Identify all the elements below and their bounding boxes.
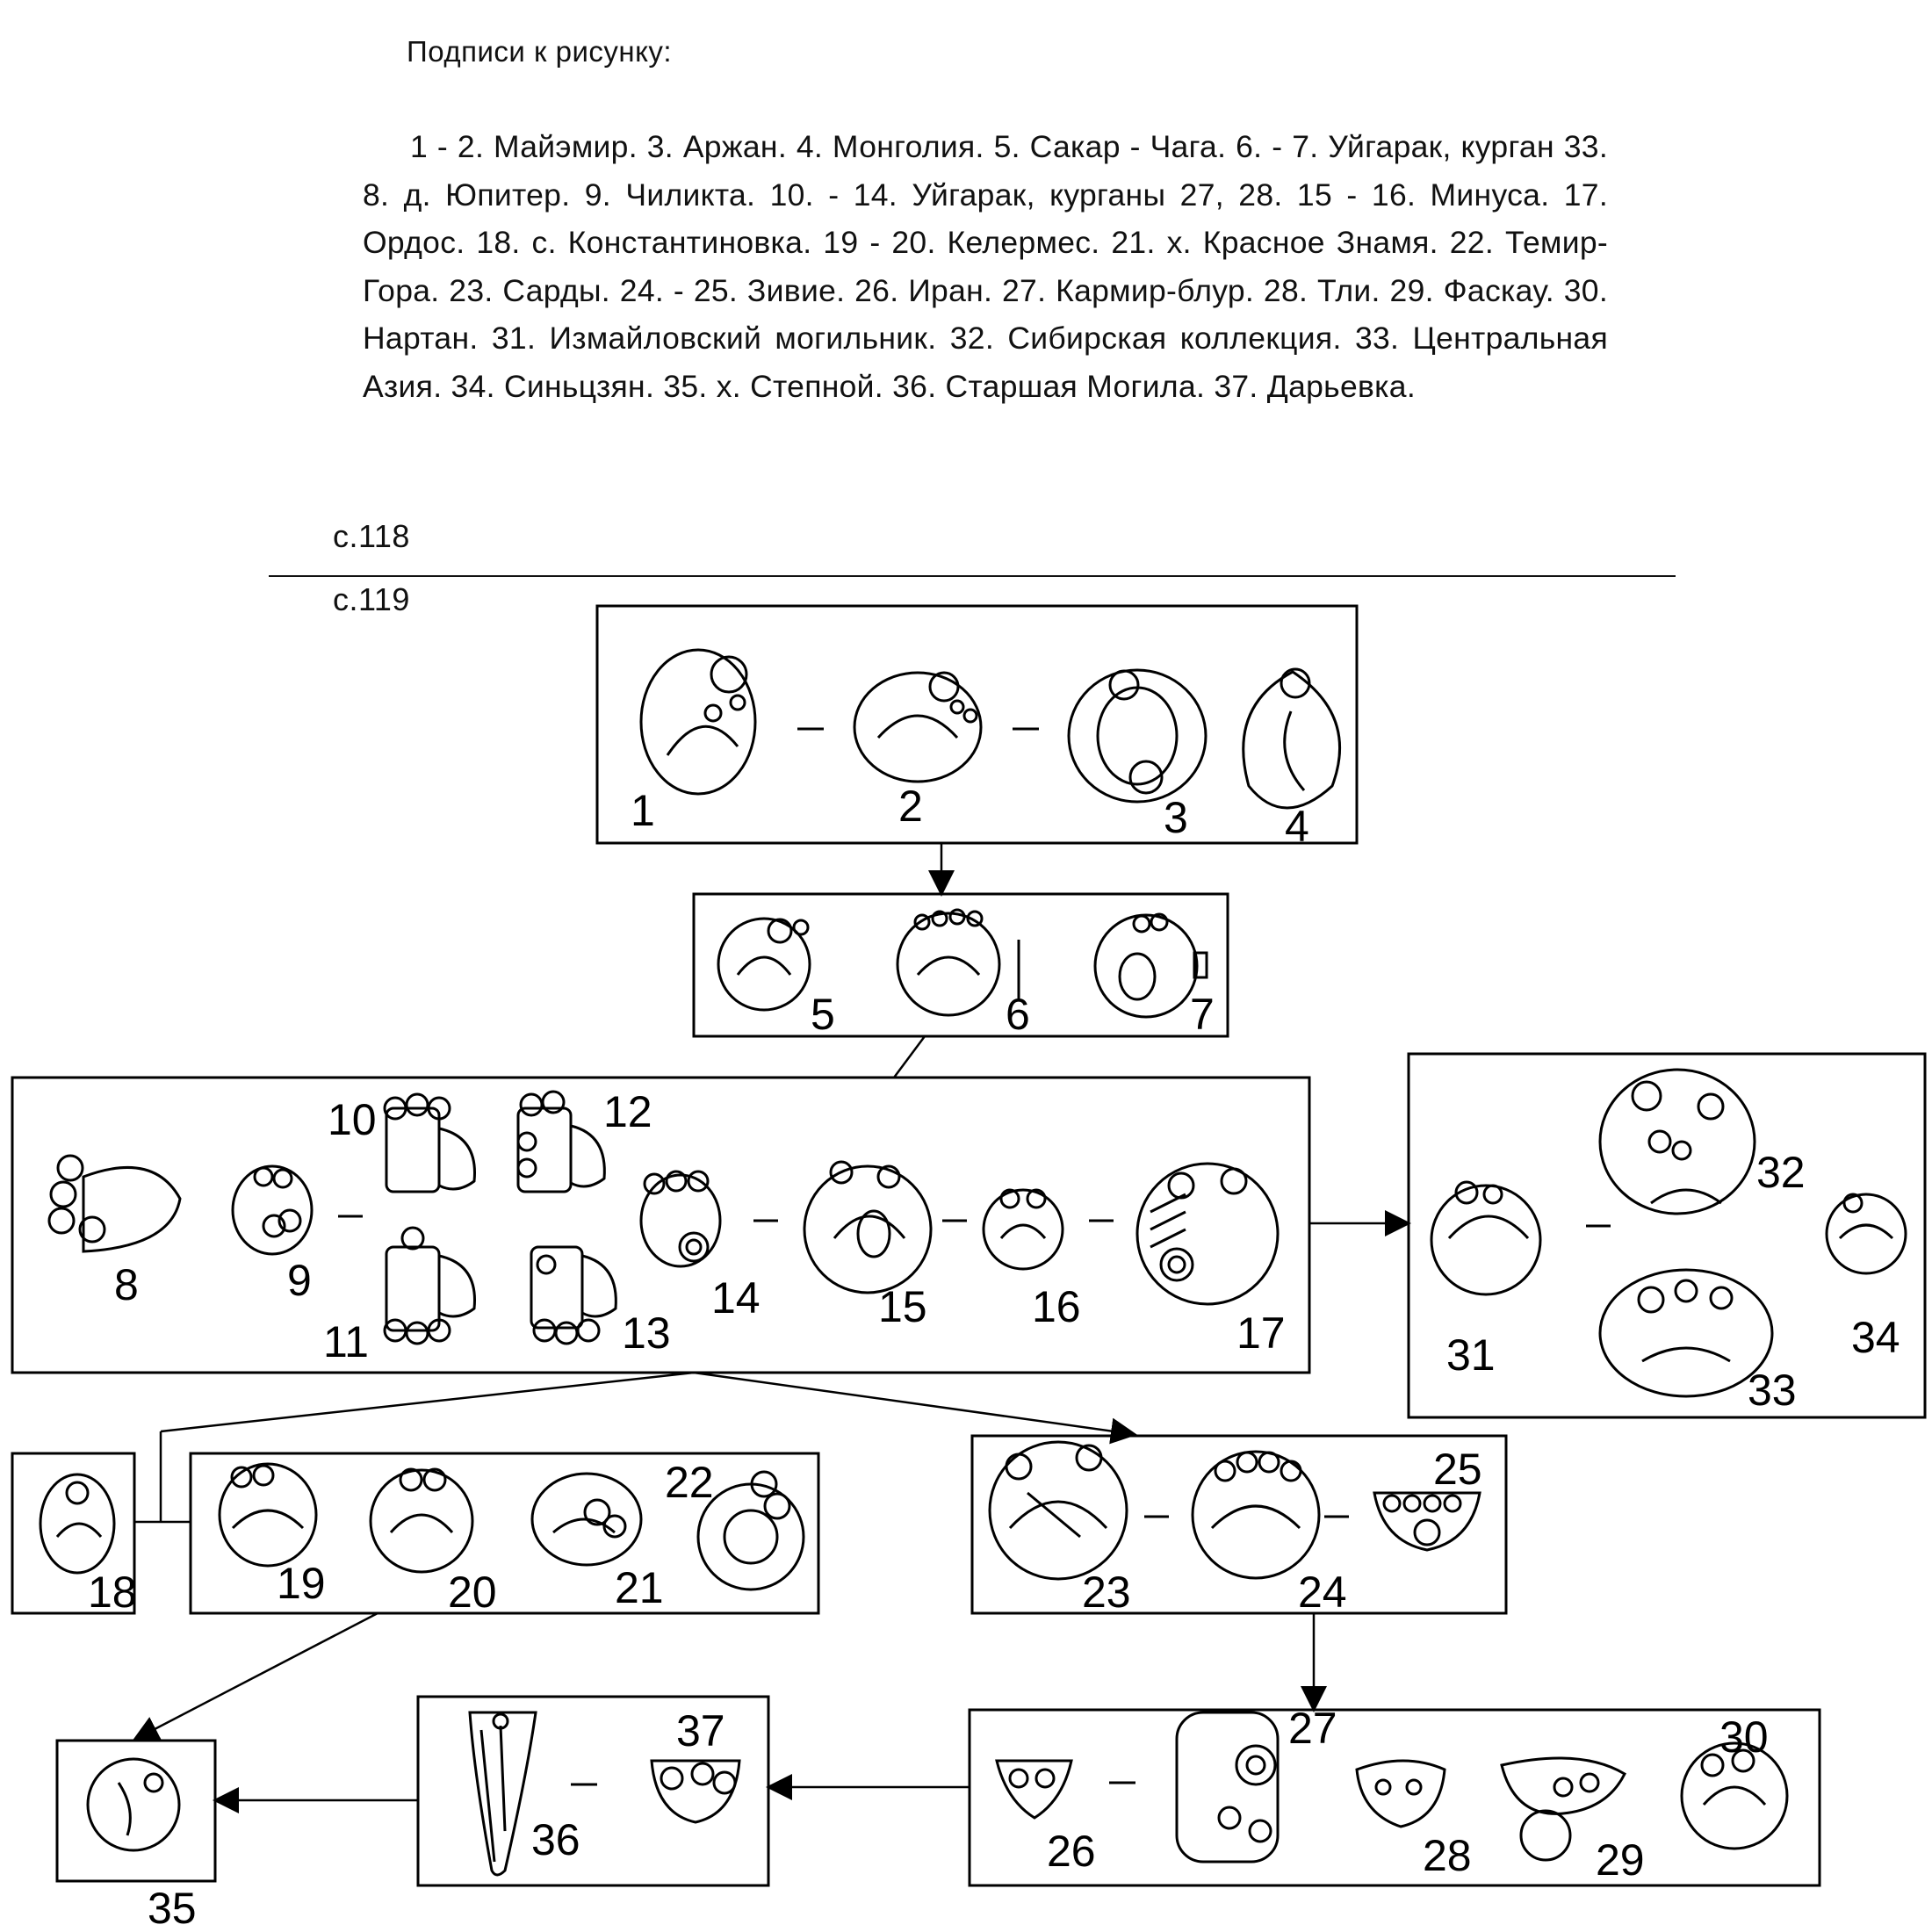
line-middle-to-main — [894, 1036, 925, 1078]
plaque-25 — [1374, 1493, 1480, 1550]
label-22: 22 — [665, 1458, 714, 1507]
label-21: 21 — [615, 1563, 664, 1612]
label-14: 14 — [711, 1273, 761, 1323]
plaque-23 — [990, 1442, 1127, 1579]
plaque-28 — [1357, 1761, 1445, 1827]
label-13: 13 — [622, 1308, 671, 1358]
plaque-1 — [641, 650, 755, 794]
label-15: 15 — [878, 1282, 927, 1331]
label-20: 20 — [448, 1568, 497, 1617]
plaque-15 — [804, 1162, 931, 1293]
label-18: 18 — [88, 1568, 137, 1617]
plaque-34 — [1827, 1194, 1906, 1273]
plaque-27 — [1177, 1712, 1278, 1862]
label-12: 12 — [603, 1087, 652, 1136]
plaque-3 — [1069, 670, 1206, 802]
plaque-6 — [898, 910, 1019, 1015]
plaque-2 — [854, 673, 981, 782]
plaque-9 — [233, 1166, 312, 1254]
plaque-37 — [652, 1761, 739, 1822]
label-10: 10 — [328, 1095, 377, 1144]
label-5: 5 — [811, 990, 835, 1039]
figure-caption: 1 - 2. Майэмир. 3. Аржан. 4. Монголия. 5. Сакар - Чага. 6. - 7. Уйгарак, курган 33. 8. д. Юпитер. 9. Чиликта. 10. - 14. Уйгарак, курганы 27, 28. 15 - 16. Минуса. 17. Ордос. 18. с. Константиновка. 19 - 20. Келермес. 21. х. Красное Знамя. 22. Темир-Гора. 23. Сарды. 24. - 25. Зивие. 26. Иран. 27. Кармир-блур. 28. Тли. 29. Фаскау. 30. Нартан. 31. Измайловский могильник. 32. Сибирская коллекция. 33. Центральная Азия. 34. Синьцзян. 35. х. Степной. 36. Старшая Могила. 37. Дарьевка. — [363, 129, 1608, 404]
label-9: 9 — [287, 1256, 312, 1305]
label-3: 3 — [1164, 793, 1188, 842]
label-31: 31 — [1446, 1330, 1496, 1380]
label-1: 1 — [631, 786, 655, 835]
plaque-5 — [718, 919, 810, 1010]
label-25: 25 — [1433, 1445, 1482, 1494]
plaque-14 — [641, 1171, 720, 1266]
label-16: 16 — [1032, 1282, 1081, 1331]
page-ref-119: с.119 — [333, 581, 410, 617]
plaque-22 — [698, 1472, 804, 1590]
plaque-21 — [532, 1474, 641, 1565]
plaque-11 — [385, 1228, 475, 1344]
label-7: 7 — [1190, 990, 1215, 1039]
arrow-19-to-35 — [136, 1613, 378, 1739]
label-33: 33 — [1748, 1366, 1797, 1415]
label-23: 23 — [1082, 1568, 1131, 1617]
label-4: 4 — [1285, 802, 1309, 851]
label-24: 24 — [1298, 1568, 1347, 1617]
label-27: 27 — [1288, 1704, 1337, 1753]
plaque-31 — [1431, 1182, 1540, 1294]
line-main-left-branch — [161, 1373, 694, 1431]
item-numbers — [88, 782, 1900, 1932]
label-19: 19 — [277, 1559, 326, 1608]
label-32: 32 — [1756, 1148, 1806, 1197]
box-group-1-4 — [597, 606, 1357, 843]
label-29: 29 — [1596, 1835, 1645, 1885]
plaque-17 — [1137, 1164, 1278, 1304]
plaque-33 — [1600, 1270, 1772, 1396]
box-group-23-25 — [972, 1436, 1506, 1613]
plaque-8 — [49, 1156, 180, 1251]
plaque-18 — [40, 1474, 114, 1573]
label-6: 6 — [1006, 990, 1030, 1039]
page-ref-118: с.118 — [333, 518, 410, 554]
label-26: 26 — [1047, 1827, 1096, 1876]
label-8: 8 — [114, 1260, 139, 1309]
plaque-26 — [997, 1761, 1071, 1818]
caption-heading: Подписи к рисунку: — [407, 35, 673, 68]
plaque-36 — [470, 1712, 536, 1875]
box-group-26-30 — [970, 1710, 1820, 1885]
box-group-35 — [57, 1741, 215, 1881]
plaque-16 — [984, 1190, 1063, 1269]
plaque-32 — [1600, 1070, 1755, 1214]
label-28: 28 — [1423, 1831, 1472, 1880]
label-30: 30 — [1719, 1712, 1769, 1762]
plaque-19 — [220, 1464, 316, 1566]
label-11: 11 — [323, 1317, 369, 1366]
plaque-24 — [1193, 1452, 1319, 1578]
label-17: 17 — [1236, 1308, 1286, 1358]
plaque-12 — [518, 1092, 604, 1192]
label-34: 34 — [1851, 1313, 1900, 1362]
label-36: 36 — [531, 1815, 580, 1864]
label-2: 2 — [898, 782, 923, 831]
label-35: 35 — [148, 1884, 197, 1932]
plaque-20 — [371, 1469, 472, 1572]
arrow-main-to-23 — [694, 1373, 1133, 1434]
plaque-13 — [531, 1247, 616, 1344]
plaque-10 — [385, 1094, 475, 1192]
label-37: 37 — [676, 1706, 725, 1755]
plaque-35 — [88, 1759, 179, 1850]
plaque-4 — [1244, 669, 1340, 808]
